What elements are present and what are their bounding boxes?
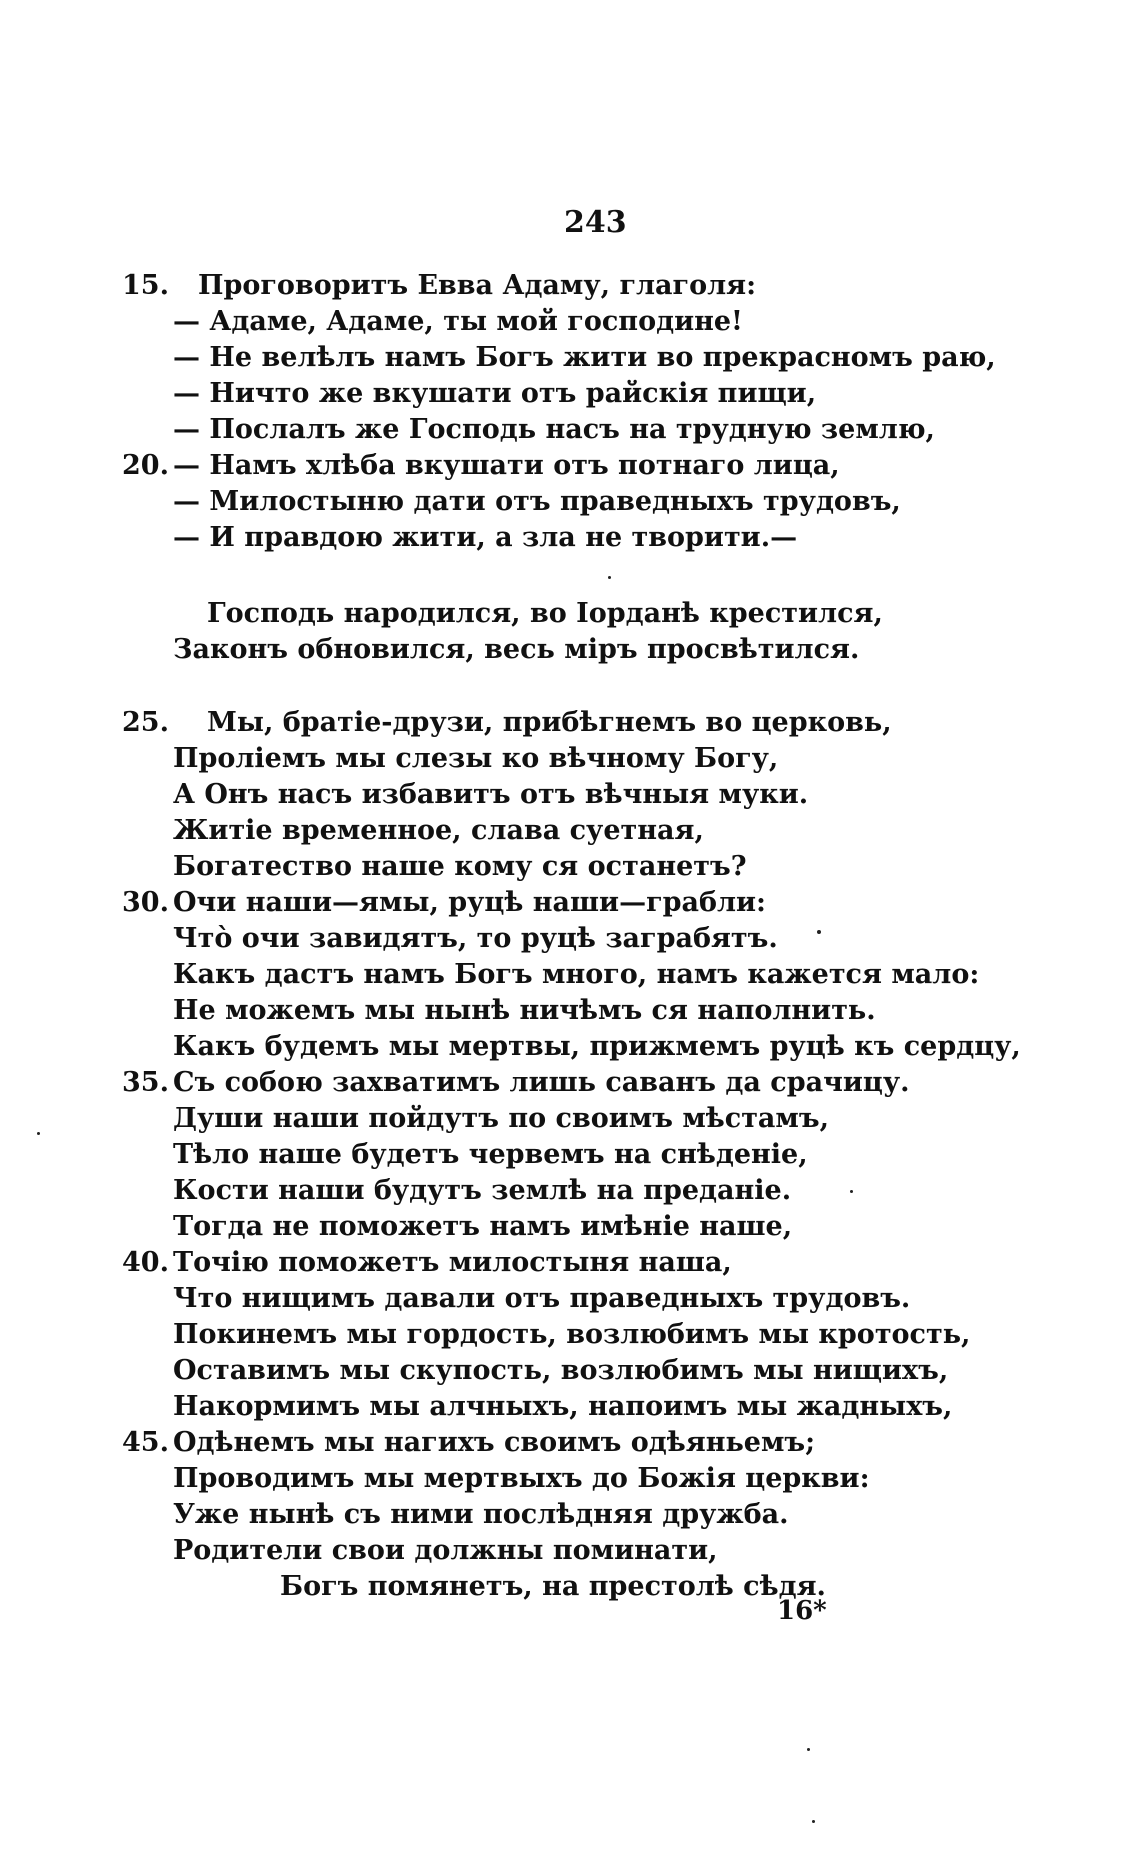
line-text: — И правдою жити, а зла не творити.— bbox=[173, 522, 798, 553]
line-text: Что̀ очи завидятъ, то руцѣ заграбятъ. bbox=[173, 923, 778, 954]
poem-line bbox=[0, 921, 1140, 957]
line-text: Оставимъ мы скупость, возлюбимъ мы нищихъ, bbox=[173, 1355, 949, 1386]
poem-line bbox=[0, 1533, 1140, 1569]
poem-line bbox=[0, 1137, 1140, 1173]
poem-line bbox=[0, 520, 1140, 556]
poem-line bbox=[0, 957, 1140, 993]
poem-line bbox=[0, 993, 1140, 1029]
scan-speck bbox=[812, 1820, 815, 1823]
line-text: Господь народился, во Iорданѣ крестился, bbox=[207, 598, 883, 629]
scan-speck bbox=[850, 1190, 853, 1193]
line-text: А Онъ насъ избавитъ отъ вѣчныя муки. bbox=[173, 779, 809, 810]
line-text: — Послалъ же Господь насъ на трудную землю, bbox=[173, 414, 935, 445]
poem-line bbox=[0, 304, 1140, 340]
poem-line bbox=[0, 1389, 1140, 1425]
poem-line bbox=[0, 813, 1140, 849]
poem-line bbox=[0, 885, 1140, 921]
poem-line bbox=[0, 1029, 1140, 1065]
poem-line bbox=[0, 1281, 1140, 1317]
line-text: Житіе временное, слава суетная, bbox=[173, 815, 704, 846]
poem-line bbox=[0, 705, 1140, 741]
line-text: — Не велѣлъ намъ Богъ жити во прекрасномъ раю, bbox=[173, 342, 996, 373]
line-text: Накормимъ мы алчныхъ, напоимъ мы жадныхъ, bbox=[173, 1391, 953, 1422]
poem-line bbox=[0, 412, 1140, 448]
line-text: Души наши пойдутъ по своимъ мѣстамъ, bbox=[173, 1103, 829, 1134]
line-number: 20. bbox=[122, 450, 169, 481]
poem-line bbox=[0, 777, 1140, 813]
poem-line bbox=[0, 1353, 1140, 1389]
poem-line bbox=[0, 741, 1140, 777]
line-text: Кости наши будутъ землѣ на преданіе. bbox=[173, 1175, 792, 1206]
line-text: — Намъ хлѣба вкушати отъ потнаго лица, bbox=[173, 450, 840, 481]
line-text: Что нищимъ давали отъ праведныхъ трудовъ. bbox=[173, 1283, 911, 1314]
scan-speck bbox=[817, 930, 821, 934]
line-text: Не можемъ мы нынѣ ничѣмъ ся наполнить. bbox=[173, 995, 876, 1026]
poem-line bbox=[0, 1497, 1140, 1533]
poem-line bbox=[0, 1317, 1140, 1353]
line-text: Тогда не поможетъ намъ имѣніе наше, bbox=[173, 1211, 793, 1242]
line-number: 25. bbox=[122, 707, 169, 738]
poem-line bbox=[0, 376, 1140, 412]
poem-line bbox=[0, 1065, 1140, 1101]
line-text: Проговоритъ Евва Адаму, глаголя: bbox=[198, 270, 757, 301]
scan-speck bbox=[37, 1132, 40, 1135]
line-text: Родители свои должны поминати, bbox=[173, 1535, 718, 1566]
line-text: Точію поможетъ милостыня наша, bbox=[173, 1247, 732, 1278]
line-text: Одѣнемъ мы нагихъ своимъ одѣяньемъ; bbox=[173, 1427, 816, 1458]
poem-line bbox=[0, 1101, 1140, 1137]
line-text: Пролiемъ мы слезы ко вѣчному Богу, bbox=[173, 743, 779, 774]
line-text: — Милостыню дати отъ праведныхъ трудовъ, bbox=[173, 486, 901, 517]
poem-line bbox=[0, 1569, 1140, 1605]
poem-line bbox=[0, 1245, 1140, 1281]
line-text: Покинемъ мы гордость, возлюбимъ мы кротость, bbox=[173, 1319, 971, 1350]
line-text: Богатество наше кому ся останетъ? bbox=[173, 851, 747, 882]
poem-line bbox=[0, 596, 1140, 632]
line-text: Уже нынѣ съ ними послѣдняя дружба. bbox=[173, 1499, 789, 1530]
poem-line bbox=[0, 1173, 1140, 1209]
poem-line bbox=[0, 849, 1140, 885]
poem-line bbox=[0, 1425, 1140, 1461]
poem-line bbox=[0, 484, 1140, 520]
line-text: Очи наши—ямы, руцѣ наши—грабли: bbox=[173, 887, 767, 918]
line-number: 15. bbox=[122, 270, 169, 301]
line-number: 40. bbox=[122, 1247, 169, 1278]
line-text: Мы, братіе-друзи, прибѣгнемъ во церковь, bbox=[207, 707, 892, 738]
line-number: 30. bbox=[122, 887, 169, 918]
line-text: Законъ обновился, весь міръ просвѣтился. bbox=[173, 634, 860, 665]
line-number: 35. bbox=[122, 1067, 169, 1098]
line-text: Какъ будемъ мы мертвы, прижмемъ руцѣ къ сердцу, bbox=[173, 1031, 1021, 1062]
poem-line bbox=[0, 448, 1140, 484]
scan-speck bbox=[608, 576, 611, 579]
line-text: Богъ помянетъ, на престолѣ сѣдя. bbox=[280, 1571, 826, 1602]
line-text: Какъ дастъ намъ Богъ много, намъ кажется мало: bbox=[173, 959, 980, 990]
poem-line bbox=[0, 340, 1140, 376]
line-number: 45. bbox=[122, 1427, 169, 1458]
poem-line bbox=[0, 632, 1140, 668]
line-text: Проводимъ мы мертвыхъ до Божія церкви: bbox=[173, 1463, 870, 1494]
poem-line bbox=[0, 1461, 1140, 1497]
line-text: — Ничто же вкушати отъ райскія пищи, bbox=[173, 378, 817, 409]
poem-line bbox=[0, 1209, 1140, 1245]
line-text: — Адаме, Адаме, ты мой господине! bbox=[173, 306, 743, 337]
signature-mark: 16* bbox=[777, 1596, 827, 1626]
poem-line bbox=[0, 268, 1140, 304]
page-number: 243 bbox=[564, 205, 627, 240]
line-text: Тѣло наше будетъ червемъ на снѣденіе, bbox=[173, 1139, 808, 1170]
scan-speck bbox=[807, 1748, 810, 1751]
line-text: Съ собою захватимъ лишь саванъ да срачицу. bbox=[173, 1067, 910, 1098]
